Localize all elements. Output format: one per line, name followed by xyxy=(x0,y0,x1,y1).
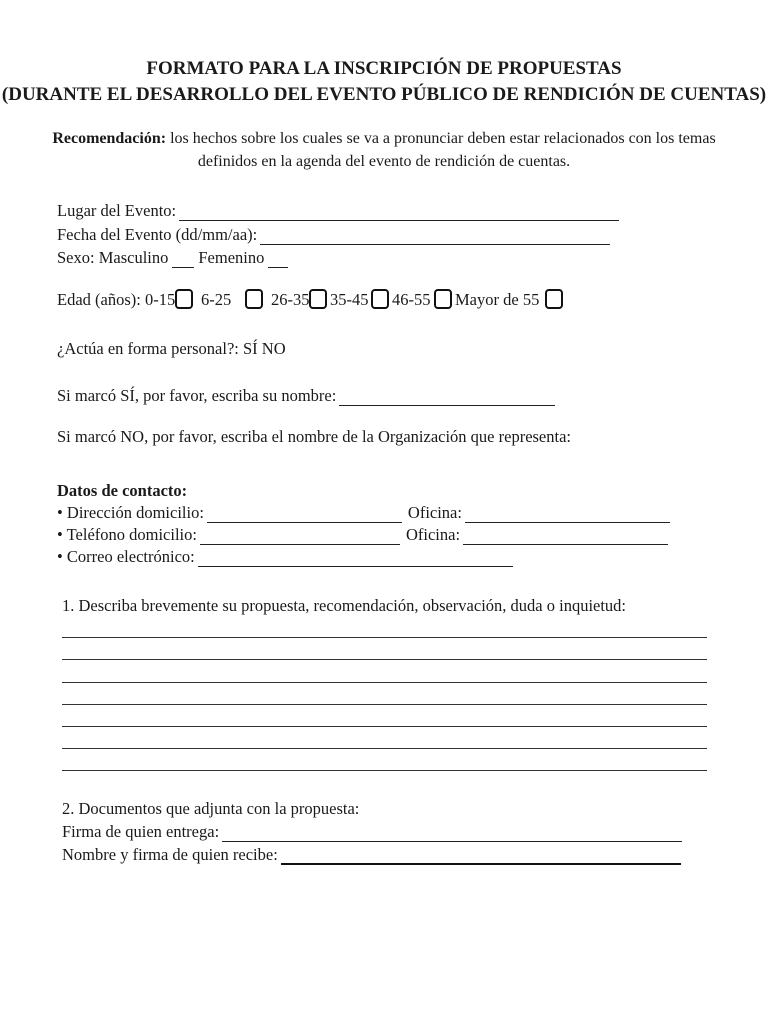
age-range-label: 35-45 xyxy=(330,290,369,309)
receiver-field[interactable] xyxy=(281,862,681,865)
proposal-line[interactable] xyxy=(62,726,707,727)
address-office-label: Oficina: xyxy=(407,503,462,522)
email-label: • Correo electrónico: xyxy=(57,547,195,566)
age-over-55-checkbox[interactable] xyxy=(545,289,563,309)
contact-heading: Datos de contacto: xyxy=(57,481,188,500)
event-date-row xyxy=(57,225,610,245)
recommendation-text: los hechos sobre los cuales se va a pronunciar deben estar relacionados con los temas xyxy=(166,130,716,147)
email-row xyxy=(57,547,513,567)
address-office-field[interactable] xyxy=(465,521,670,523)
age-35-45-checkbox[interactable] xyxy=(371,289,389,309)
receiver-row xyxy=(62,845,681,865)
yes-name-field[interactable] xyxy=(339,404,555,406)
yes-name-row xyxy=(57,386,555,406)
event-place-label: Lugar del Evento: xyxy=(57,201,177,220)
personal-question: ¿Actúa en forma personal?: SÍ NO xyxy=(57,339,286,358)
phone-office-label: Oficina: xyxy=(405,525,461,544)
documents-label: 2. Documentos que adjunta con la propuesta: xyxy=(62,799,360,818)
event-date-field[interactable] xyxy=(260,243,610,245)
sex-row xyxy=(57,248,292,268)
yes-name-label: Si marcó SÍ, por favor, escriba su nombre: xyxy=(57,386,337,405)
form-title: FORMATO PARA LA INSCRIPCIÓN DE PROPUESTAS xyxy=(146,58,622,79)
phone-row xyxy=(57,525,668,545)
recommendation-line-1 xyxy=(0,130,768,148)
event-place-field[interactable] xyxy=(179,219,619,221)
age-26-35-checkbox[interactable] xyxy=(309,289,327,309)
age-0-15-checkbox[interactable] xyxy=(175,289,193,309)
sex-male-label: Sexo: Masculino xyxy=(57,248,169,267)
recommendation-line-2: definidos en la agenda del evento de rendición de cuentas. xyxy=(197,153,571,170)
event-place-row xyxy=(57,201,619,221)
age-range-label: 46-55 xyxy=(392,290,431,309)
recommendation-label: Recomendación: xyxy=(52,130,167,147)
signature-row xyxy=(62,822,682,842)
proposal-line[interactable] xyxy=(62,659,707,660)
proposal-line[interactable] xyxy=(62,770,707,771)
proposal-line[interactable] xyxy=(62,704,707,705)
phone-home-field[interactable] xyxy=(200,543,400,545)
event-date-label: Fecha del Evento (dd/mm/aa): xyxy=(57,225,258,244)
sex-female-field[interactable] xyxy=(268,266,288,268)
signature-label: Firma de quien entrega: xyxy=(62,822,220,841)
address-row xyxy=(57,503,670,523)
sex-male-field[interactable] xyxy=(172,266,194,268)
signature-field[interactable] xyxy=(222,840,682,842)
address-home-field[interactable] xyxy=(207,521,402,523)
age-46-55-checkbox[interactable] xyxy=(434,289,452,309)
age-range-label: Mayor de 55 xyxy=(455,290,540,309)
age-range-label: 26-35 xyxy=(271,290,310,309)
proposal-line[interactable] xyxy=(62,682,707,683)
proposal-line[interactable] xyxy=(62,748,707,749)
age-label: Edad (años): 0-15 xyxy=(57,290,176,309)
phone-office-field[interactable] xyxy=(463,543,668,545)
receiver-label: Nombre y firma de quien recibe: xyxy=(62,845,278,864)
email-field[interactable] xyxy=(198,565,513,567)
sex-female-label: Femenino xyxy=(198,248,265,267)
address-label: • Dirección domicilio: xyxy=(57,503,204,522)
form-subtitle: (DURANTE EL DESARROLLO DEL EVENTO PÚBLICO DE RENDICIÓN DE CUENTAS) xyxy=(1,84,767,105)
age-6-25-checkbox[interactable] xyxy=(245,289,263,309)
phone-label: • Teléfono domicilio: xyxy=(57,525,197,544)
proposal-line[interactable] xyxy=(62,637,707,638)
proposal-question: 1. Describa brevemente su propuesta, recomendación, observación, duda o inquietud: xyxy=(62,596,627,615)
age-range-label: 6-25 xyxy=(201,290,232,309)
no-organization-prompt: Si marcó NO, por favor, escriba el nombre de la Organización que representa: xyxy=(57,427,571,446)
